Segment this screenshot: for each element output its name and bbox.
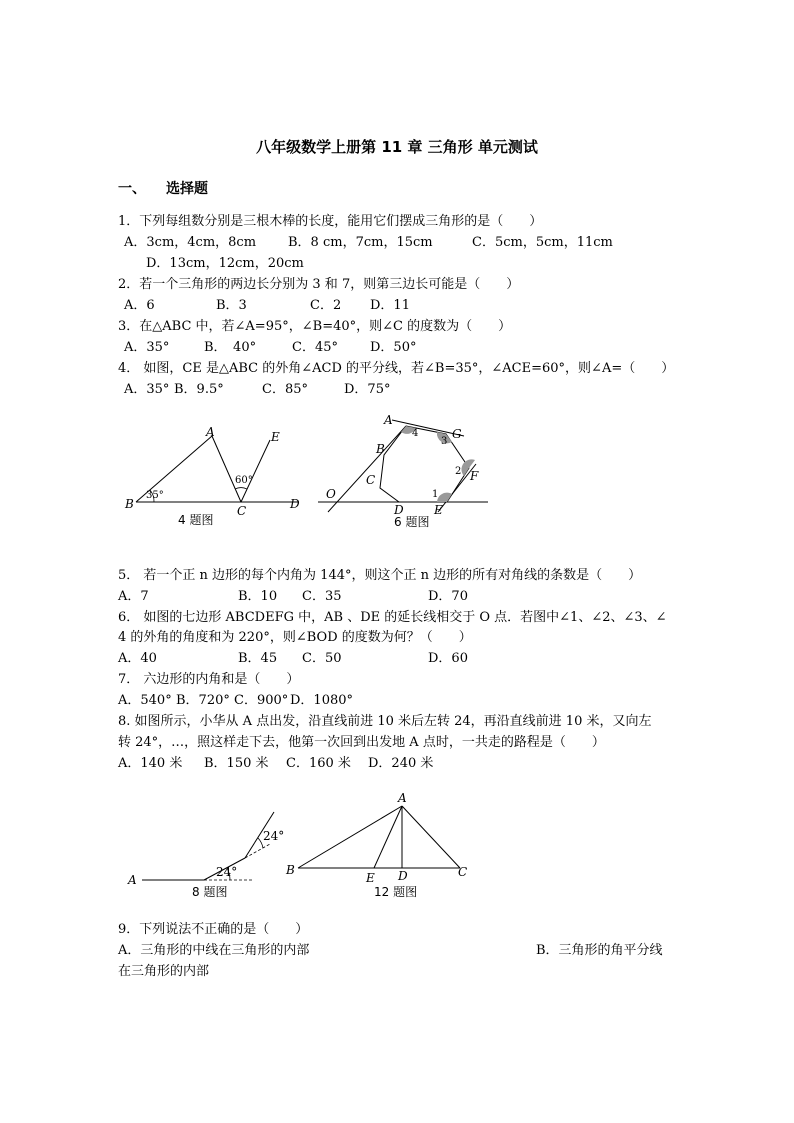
q5-option-b: B．10 — [238, 589, 278, 604]
figure-4 — [118, 420, 308, 530]
q4-option-a: A．35° — [124, 382, 170, 397]
q9-option-a: A．三角形的中线在三角形的内部 — [118, 943, 310, 958]
q3-option-a: A．35° — [124, 340, 170, 355]
page-title: 八年级数学上册第 11 章 三角形 单元测试 — [256, 138, 538, 156]
fig12-caption: 12 题图 — [374, 885, 418, 899]
q8-option-b: B．150 米 — [204, 756, 269, 771]
fig6-label-a: A — [384, 413, 393, 427]
q1-option-c: C．5cm，5cm，11cm — [472, 235, 613, 250]
figure-8 — [118, 800, 288, 904]
q2-option-b: B．3 — [216, 298, 247, 313]
q7-option-d: D．1080° — [290, 693, 354, 708]
fig4-line-ac — [212, 436, 241, 502]
q6-option-d: D．60 — [428, 651, 468, 666]
fig8-extension-2 — [245, 844, 270, 858]
q7-option-b: B．720° — [176, 693, 230, 708]
fig6-label-f: F — [470, 469, 479, 483]
fig8-angle-bottom: 24° — [216, 865, 238, 879]
fig4-label-c: C — [237, 504, 247, 518]
fig12-label-b: B — [286, 863, 295, 877]
figure-12 — [282, 790, 478, 902]
section-heading — [118, 178, 208, 198]
fig8-angle-top: 24° — [263, 829, 285, 843]
question-9-stem: 9．下列说法不正确的是（ ） — [118, 922, 309, 937]
q2-option-d: D．11 — [370, 298, 410, 313]
question-6-stem-line-2: 4 的外角的角度和为 220°，则∠BOD 的度数为何？（ ） — [118, 630, 472, 645]
question-2-stem: 2．若一个三角形的两边长分别为 3 和 7，则第三边长可能是（ ） — [118, 277, 520, 292]
fig6-label-c: C — [366, 473, 376, 487]
question-8-stem-line-2: 转 24°，…，照这样走下去，他第一次回到出发地 A 点时，一共走的路程是（ ） — [118, 735, 605, 750]
fig8-label-a: A — [128, 873, 137, 887]
fig12-line-ba — [298, 806, 402, 868]
q9-option-b: B．三角形的角平分线 — [536, 943, 663, 958]
fig12-label-a: A — [398, 791, 407, 805]
q6-option-c: C．50 — [302, 651, 342, 666]
fig12-label-c: C — [458, 865, 468, 879]
fig6-label-g: G — [452, 427, 462, 441]
fig6-angle-4: 4 — [412, 428, 419, 439]
fig12-line-ac — [402, 806, 460, 868]
question-6-stem-line-1: 6． 如图的七边形 ABCDEFG 中，AB 、DE 的延长线相交于 O 点．若图中∠1、∠2、∠3、∠ — [118, 610, 667, 625]
q7-option-a: A．540° — [118, 693, 172, 708]
fig4-label-a: A — [206, 425, 215, 439]
q3-option-d: D．50° — [370, 340, 417, 355]
q6-option-b: B．45 — [238, 651, 278, 666]
fig4-angle-c: 60° — [235, 475, 253, 486]
q7-option-c: C．900° — [234, 693, 289, 708]
q5-option-a: A．7 — [118, 589, 149, 604]
q4-option-d: D．75° — [344, 382, 391, 397]
q1-option-a: A．3cm，4cm，8cm — [124, 235, 257, 250]
q5-option-c: C．35 — [302, 589, 342, 604]
fig6-angle-1: 1 — [432, 489, 439, 500]
section-number: 一、 — [118, 181, 146, 197]
fig4-angle-b: 35° — [146, 490, 164, 501]
fig4-label-d: D — [290, 497, 300, 511]
fig4-label-b: B — [125, 497, 134, 511]
q4-option-c: C．85° — [262, 382, 308, 397]
figure-6 — [312, 408, 492, 530]
q6-option-a: A．40 — [118, 651, 157, 666]
fig6-label-b: B — [376, 442, 385, 456]
fig6-angle-1-shade — [437, 493, 452, 502]
fig12-label-e: E — [366, 871, 375, 885]
fig12-line-ae — [374, 806, 402, 868]
q2-option-a: A．6 — [124, 298, 155, 313]
fig4-label-e: E — [271, 430, 280, 444]
fig6-label-e: E — [434, 503, 443, 517]
q8-option-c: C．160 米 — [286, 756, 351, 771]
q2-option-c: C．2 — [310, 298, 342, 313]
fig6-label-o: O — [326, 487, 336, 501]
fig6-angle-2: 2 — [455, 466, 462, 477]
q3-option-c: C．45° — [292, 340, 338, 355]
question-8-stem-line-1: 8. 如图所示，小华从 A 点出发，沿直线前进 10 米后左转 24，再沿直线前进 10 米，又向左 — [118, 714, 652, 729]
section-label: 选择题 — [166, 181, 208, 197]
q4-option-b: B．9.5° — [174, 382, 224, 397]
question-4-stem: 4． 如图，CE 是△ABC 的外角∠ACD 的平分线，若∠B=35°，∠ACE=60°，则∠A=（ ） — [118, 361, 675, 376]
q8-option-a: A．140 米 — [118, 756, 183, 771]
fig4-angle-c-arc — [235, 488, 247, 489]
q3-option-b: B． 40° — [204, 340, 257, 355]
fig6-caption: 6 题图 — [394, 515, 430, 529]
q1-option-d: D．13cm，12cm，20cm — [146, 256, 304, 271]
q5-option-d: D．70 — [428, 589, 468, 604]
question-1-stem: 1．下列每组数分别是三根木棒的长度，能用它们摆成三角形的是（ ） — [118, 214, 543, 229]
fig12-label-d: D — [398, 869, 408, 883]
fig4-line-ce — [241, 440, 270, 502]
fig8-caption: 8 题图 — [192, 885, 228, 899]
q1-option-b: B．8 cm，7cm，15cm — [288, 235, 433, 250]
q8-option-d: D．240 米 — [368, 756, 434, 771]
fig6-angle-3: 3 — [441, 436, 448, 447]
fig4-caption: 4 题图 — [178, 513, 214, 527]
question-7-stem: 7． 六边形的内角和是（ ） — [118, 672, 300, 687]
question-5-stem: 5． 若一个正 n 边形的每个内角为 144°，则这个正 n 边形的所有对角线的条数是（ ） — [118, 568, 642, 583]
question-3-stem: 3．在△ABC 中，若∠A=95°，∠B=40°，则∠C 的度数为（ ） — [118, 319, 512, 334]
q9-option-b-continuation: 在三角形的内部 — [118, 964, 210, 979]
fig6-label-d: D — [394, 503, 404, 517]
